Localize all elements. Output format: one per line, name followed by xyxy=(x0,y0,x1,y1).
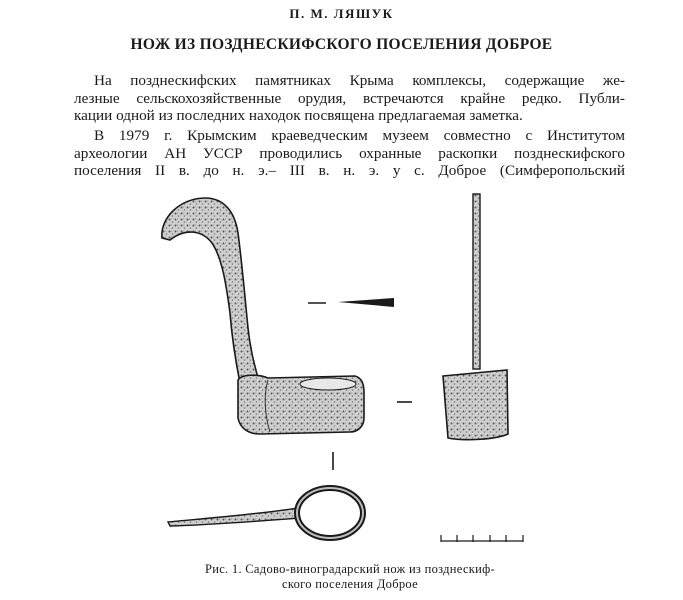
paragraph-excavation xyxy=(74,127,625,180)
author-name: П. М. ЛЯШУК xyxy=(289,6,394,21)
caption-line: ского поселения Доброе xyxy=(282,577,418,591)
knife-top-view xyxy=(168,508,300,526)
knife-illustration xyxy=(150,188,530,560)
text-line: В 1979 г. Крымским краеведческим музеем совместно с Институтом xyxy=(94,127,625,144)
blade-cross-section xyxy=(338,298,394,307)
text-line: археологии АН УССР проводились охранные раскопки позднескифского xyxy=(74,144,625,162)
blade-front-view xyxy=(162,198,258,383)
text-line: лезные сельскохозяйственные орудия, встречаются крайне редко. Публи- xyxy=(74,89,625,107)
text-line: кации одной из последних находок посвящена предлагаемая заметка. xyxy=(74,107,523,124)
text-line: На позднескифских памятниках Крыма комплексы, содержащие же- xyxy=(94,72,625,89)
socket-side-view xyxy=(443,370,508,440)
caption-line: Рис. 1. Садово-виноградарский нож из позднескиф- xyxy=(204,562,496,576)
text-line: поселения II в. до н. э.– III в. н. э. у с. Доброе (Симферопольский xyxy=(74,162,625,179)
figure-caption xyxy=(165,562,535,592)
scale-bar xyxy=(441,535,523,542)
article-title: НОЖ ИЗ ПОЗДНЕСКИФСКОГО ПОСЕЛЕНИЯ ДОБРОЕ xyxy=(130,36,553,53)
paragraph-intro xyxy=(74,72,625,125)
blade-side-view xyxy=(473,194,480,369)
